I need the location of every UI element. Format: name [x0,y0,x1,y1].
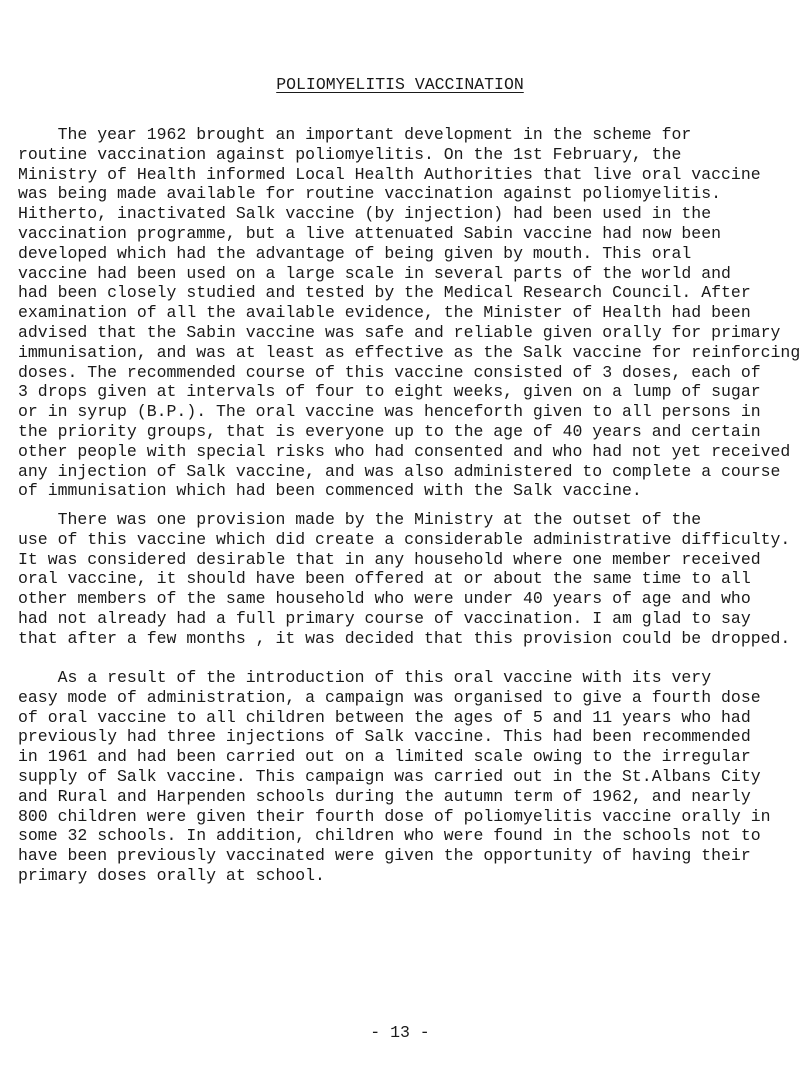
paragraph-oral-vaccine-introduction: The year 1962 brought an important development in the scheme for routine vaccination against poliomyelitis. On the 1st February, the Ministry of Health informed Local Health Authorities that live oral vaccine was being made available for routine vaccination against poliomyelitis. Hitherto, inactivated Salk vaccine (by injection) had been used in the vaccination programme, but a live attenuated Sabin vaccine had now been developed which had the advantage of being given by mouth. This oral vaccine had been used on a large scale in several parts of the world and had been closely studied and tested by the Medical Research Council. After examination of all the available evidence, the Minister of Health had been advised that the Sabin vaccine was safe and reliable given orally for primary immunisation, and was at least as effective as the Salk vaccine for reinforcing doses. The recommended course of this vaccine consisted of 3 doses, each of 3 drops given at intervals of four to eight weeks, given on a lump of sugar or in syrup (B.P.). The oral vaccine was henceforth given to all persons in the priority groups, that is everyone up to the age of 40 years and certain other people with special risks who had consented and who had not yet received any injection of Salk vaccine, and was also administered to complete a course of immunisation which had been commenced with the Salk vaccine. [18,125,800,501]
page-number: - 13 - [370,1023,430,1042]
page-title-text: POLIOMYELITIS VACCINATION [276,75,524,94]
page-title [0,75,800,95]
paragraph-school-campaign: As a result of the introduction of this oral vaccine with its very easy mode of administration, a campaign was organised to give a fourth dose of oral vaccine to all children between the ages of 5 and 11 years who had previously had three injections of Salk vaccine. This had been recommended in 1961 and had been carried out on a limited scale owing to the irregular supply of Salk vaccine. This campaign was carried out in the St.Albans City and Rural and Harpenden schools during the autumn term of 1962, and nearly 800 children were given their fourth dose of poliomyelitis vaccine orally in some 32 schools. In addition, children who were found in the schools not to have been previously vaccinated were given the opportunity of having their primary doses orally at school. [18,668,771,885]
paragraph-household-provision: There was one provision made by the Ministry at the outset of the use of this vaccine which did create a considerable administrative difficulty. It was considered desirable that in any household where one member received oral vaccine, it should have been offered at or about the same time to all other members of the same household who were under 40 years of age and who had not already had a full primary course of vaccination. I am glad to say that after a few months , it was decided that this provision could be dropped. [18,510,791,648]
